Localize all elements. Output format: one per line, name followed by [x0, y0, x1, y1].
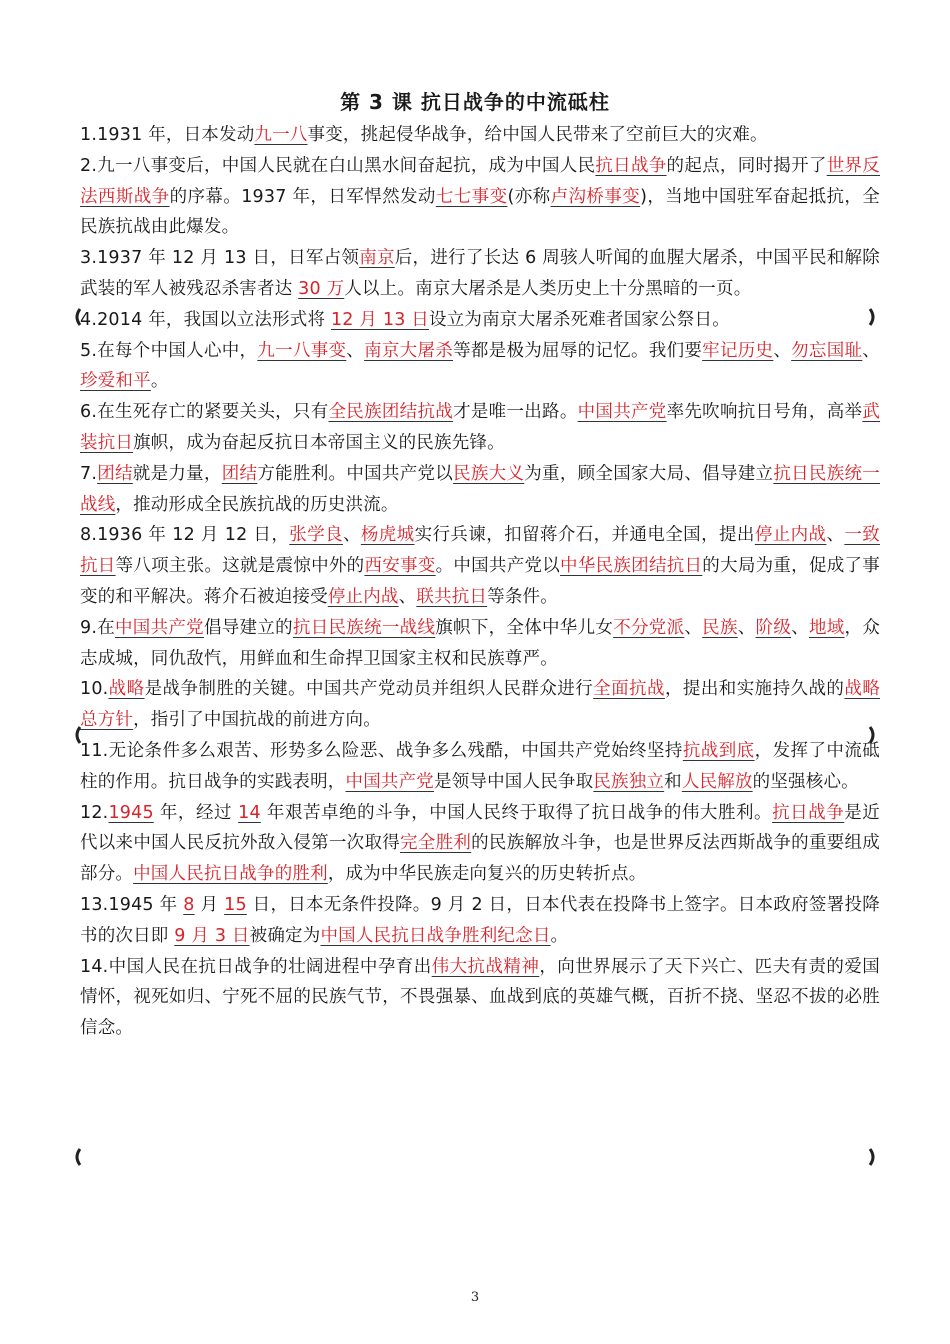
- key-term: 抗战到底: [682, 740, 755, 761]
- key-term: 卢沟桥事变: [550, 186, 641, 207]
- key-term: 九一八: [254, 125, 308, 145]
- note-paragraph: [80, 151, 880, 243]
- text-segment: 年艰苦卓绝的斗争，中国人民终于取得了抗日战争的伟大胜利。: [260, 802, 773, 823]
- text-segment: 月: [194, 894, 225, 915]
- key-term: 人民解放: [681, 771, 753, 792]
- note-paragraph: [80, 120, 880, 151]
- key-term: 战略总方针: [80, 679, 881, 731]
- text-segment: 人以上。南京大屠杀是人类历史上十分黑暗的一页。: [344, 278, 752, 299]
- text-segment: 、: [684, 617, 703, 638]
- text-segment: ，成为中华民族走向复兴的历史转折点。: [327, 864, 647, 885]
- key-term: 勿忘国耻: [791, 340, 863, 361]
- fold-mark-icon: [868, 1148, 878, 1166]
- lesson-title: 第 3 课 抗日战争的中流砥柱: [340, 90, 610, 114]
- key-term: 团结: [221, 463, 258, 484]
- key-term: 全面抗战: [593, 679, 665, 700]
- note-paragraph: [80, 890, 880, 952]
- text-segment: 。: [150, 371, 169, 392]
- text-segment: 的坚强核心。: [752, 771, 859, 792]
- text-segment: 、: [773, 340, 792, 361]
- key-term: 武装抗日: [80, 402, 881, 453]
- note-paragraph: [80, 305, 880, 336]
- lesson-notes: [80, 120, 880, 1044]
- key-term: 西安事变: [364, 556, 436, 577]
- key-term: 中国人民抗日战争胜利纪念日: [320, 925, 551, 946]
- text-segment: 等都是极为屈辱的记忆。我们要: [453, 340, 703, 361]
- text-segment: ，推动形成全民族抗战的历史洪流。: [115, 494, 399, 515]
- text-segment: ，发挥了中流砥柱的作用。抗日战争的实践表明，: [80, 740, 880, 792]
- text-segment: ，向世界展示了天下兴亡、匹夫有责的爱国情怀，视死如归、宁死不屈的民族气节，不畏强暴、血战到底的英雄气概，百折不挠、坚忍不拔的必胜信念。: [80, 956, 881, 1039]
- text-segment: 旗帜下，全体中华儿女: [435, 617, 614, 638]
- note-paragraph: [80, 736, 880, 798]
- note-paragraph: [80, 336, 880, 398]
- text-segment: 14.中国人民在抗日战争的壮阔进程中孕育出: [80, 956, 432, 977]
- text-segment: 是近代以来中国人民反抗外敌入侵第一次取得: [80, 802, 880, 854]
- fold-mark-icon: [868, 726, 878, 744]
- text-segment: 就是力量，: [132, 463, 222, 484]
- key-term: 全民族团结抗战: [328, 402, 454, 423]
- key-term: 中国共产党: [345, 771, 434, 792]
- text-segment: 的起点，同时揭开了: [666, 155, 827, 176]
- text-segment: ，指引了中国抗战的前进方向。: [133, 710, 381, 731]
- key-term: 中华民族团结抗日: [560, 556, 703, 577]
- text-segment: 的序幕。1937 年，日军悍然发动: [169, 186, 436, 207]
- key-term: 伟大抗战精神: [431, 956, 540, 977]
- key-term: 南京: [359, 248, 395, 269]
- key-term: 抗日民族统一战线: [80, 463, 881, 515]
- text-segment: 是领导中国人民争取: [434, 771, 594, 792]
- key-term: 地域: [808, 617, 845, 638]
- text-segment: 实行兵谏，扣留蒋介石，并通电全国，提出: [414, 525, 755, 546]
- text-segment: 等八项主张。这就是震惊中外的: [115, 556, 365, 577]
- note-paragraph: [80, 459, 880, 521]
- text-segment: 11.无论条件多么艰苦、形势多么险恶、战争多么残酷，中国共产党始终坚持: [80, 740, 683, 761]
- key-term: 停止内战: [327, 586, 399, 607]
- key-term: 牢记历史: [702, 340, 774, 361]
- key-term: 世界反法西斯战争: [80, 155, 880, 207]
- key-term: 15: [224, 894, 247, 915]
- text-segment: 4.2014 年，我国以立法形式将: [80, 309, 331, 330]
- key-term: 张学良: [289, 525, 343, 546]
- key-term: 中国共产党: [577, 402, 667, 423]
- key-term: 抗日战争: [772, 802, 845, 823]
- key-term: 战略: [108, 679, 145, 700]
- text-segment: 、: [737, 617, 756, 638]
- fold-mark-icon: [868, 308, 878, 326]
- fold-mark-icon: [72, 726, 82, 744]
- note-paragraph: [80, 952, 880, 1044]
- text-segment: 3.1937 年 12 月 13 日，日军占领: [80, 248, 360, 269]
- key-term: 阶级: [755, 617, 792, 638]
- text-segment: 、: [862, 340, 880, 361]
- key-term: 停止内战: [754, 525, 827, 546]
- key-term: 九一八事变: [257, 340, 347, 361]
- text-segment: 事变，挑起侵华战争，给中国人民带来了空前巨大的灾难。: [307, 125, 768, 145]
- text-segment: 12.: [80, 802, 109, 823]
- text-segment: 10.: [80, 679, 109, 700]
- key-term: 民族独立: [593, 771, 665, 792]
- key-term: 8: [183, 894, 195, 915]
- key-term: 珍爱和平: [80, 371, 151, 392]
- key-term: 完全胜利: [400, 833, 472, 854]
- key-term: 抗日战争: [595, 155, 667, 176]
- key-term: 团结: [97, 463, 133, 484]
- note-paragraph: [80, 397, 880, 459]
- text-segment: 的民族解放斗争，也是世界反法西斯战争的重要组成部分。: [80, 833, 880, 885]
- fold-mark-icon: [72, 1148, 82, 1166]
- text-segment: 。中国共产党以: [435, 556, 561, 577]
- text-segment: 、: [826, 525, 845, 546]
- text-segment: 是战争制胜的关键。中国共产党动员并组织人民群众进行: [144, 679, 594, 700]
- key-term: 七七事变: [435, 186, 508, 207]
- text-segment: 13.1945 年: [80, 894, 184, 915]
- text-segment: 后，进行了长达 6 周骇人听闻的血腥大屠杀，中国平民和解除武装的军人被残忍杀害者达: [80, 248, 880, 299]
- text-segment: 等条件。: [487, 586, 558, 607]
- key-term: 南京大屠杀: [364, 340, 454, 361]
- key-term: 抗日民族统一战线: [292, 617, 436, 638]
- key-term: 中国人民抗日战争的胜利: [133, 864, 328, 885]
- text-segment: 率先吹响抗日号角，高举: [666, 402, 863, 423]
- fold-mark-icon: [72, 308, 82, 326]
- key-term: 一致抗日: [80, 525, 880, 577]
- text-segment: 设立为南京大屠杀死难者国家公祭日。: [429, 309, 730, 330]
- text-segment: 被确定为: [249, 925, 321, 946]
- text-segment: 日，日本无条件投降。9 月 2 日，日本代表在投降书上签字。日本政府签署投降书的次日即: [80, 894, 880, 946]
- text-segment: )，当地中国驻军奋起抵抗，全民族抗战由此爆发。: [80, 186, 881, 238]
- key-term: 民族: [702, 617, 738, 638]
- text-segment: 倡导建立的: [203, 617, 293, 638]
- text-segment: 1.1931 年，日本发动: [80, 125, 255, 145]
- text-segment: 2.九一八事变后，中国人民就在白山黑水间奋起抗，成为中国人民: [80, 155, 596, 176]
- text-segment: 、: [398, 586, 417, 607]
- text-segment: (亦称: [507, 186, 551, 207]
- text-segment: 为重，顾全国家大局、倡导建立: [524, 463, 774, 484]
- text-segment: 和: [664, 771, 682, 792]
- key-term: 12 月 13 日: [330, 309, 429, 330]
- text-segment: 、: [346, 340, 365, 361]
- text-segment: ，提出和实施持久战的: [664, 679, 845, 700]
- text-segment: ，众志成城，同仇敌忾，用鲜血和生命捍卫国家主权和民族尊严。: [80, 617, 881, 669]
- page-number: 3: [470, 1290, 480, 1305]
- key-term: 民族大义: [453, 463, 525, 484]
- text-segment: 、: [342, 525, 361, 546]
- note-paragraph: [80, 674, 880, 736]
- key-term: 14: [238, 802, 261, 823]
- text-segment: 、: [791, 617, 809, 638]
- text-segment: 9.在: [80, 617, 115, 638]
- note-paragraph: [80, 520, 880, 612]
- key-term: 9 月 3 日: [174, 925, 250, 946]
- note-paragraph: [80, 613, 880, 675]
- key-term: 中国共产党: [114, 617, 204, 638]
- text-segment: 5.在每个中国人心中，: [80, 340, 258, 361]
- text-segment: 的大局为重，促成了事变的和平解决。蒋介石被迫接受: [80, 556, 880, 607]
- text-segment: 旗帜，成为奋起反抗日本帝国主义的民族先锋。: [133, 432, 505, 453]
- text-segment: 才是唯一出路。: [453, 402, 578, 423]
- text-segment: 8.1936 年 12 月 12 日，: [80, 525, 290, 546]
- text-segment: 方能胜利。中国共产党以: [257, 463, 454, 484]
- text-segment: 。: [550, 925, 569, 946]
- key-term: 杨虎城: [360, 525, 415, 546]
- key-term: 30 万: [298, 278, 345, 299]
- key-term: 1945: [108, 802, 154, 823]
- text-segment: 7.: [80, 463, 98, 484]
- key-term: 不分党派: [613, 617, 685, 638]
- key-term: 联共抗日: [416, 586, 488, 607]
- text-segment: 年，经过: [153, 802, 239, 823]
- text-segment: 6.在生死存亡的紧要关头，只有: [80, 402, 329, 423]
- note-paragraph: [80, 798, 880, 890]
- note-paragraph: [80, 243, 880, 305]
